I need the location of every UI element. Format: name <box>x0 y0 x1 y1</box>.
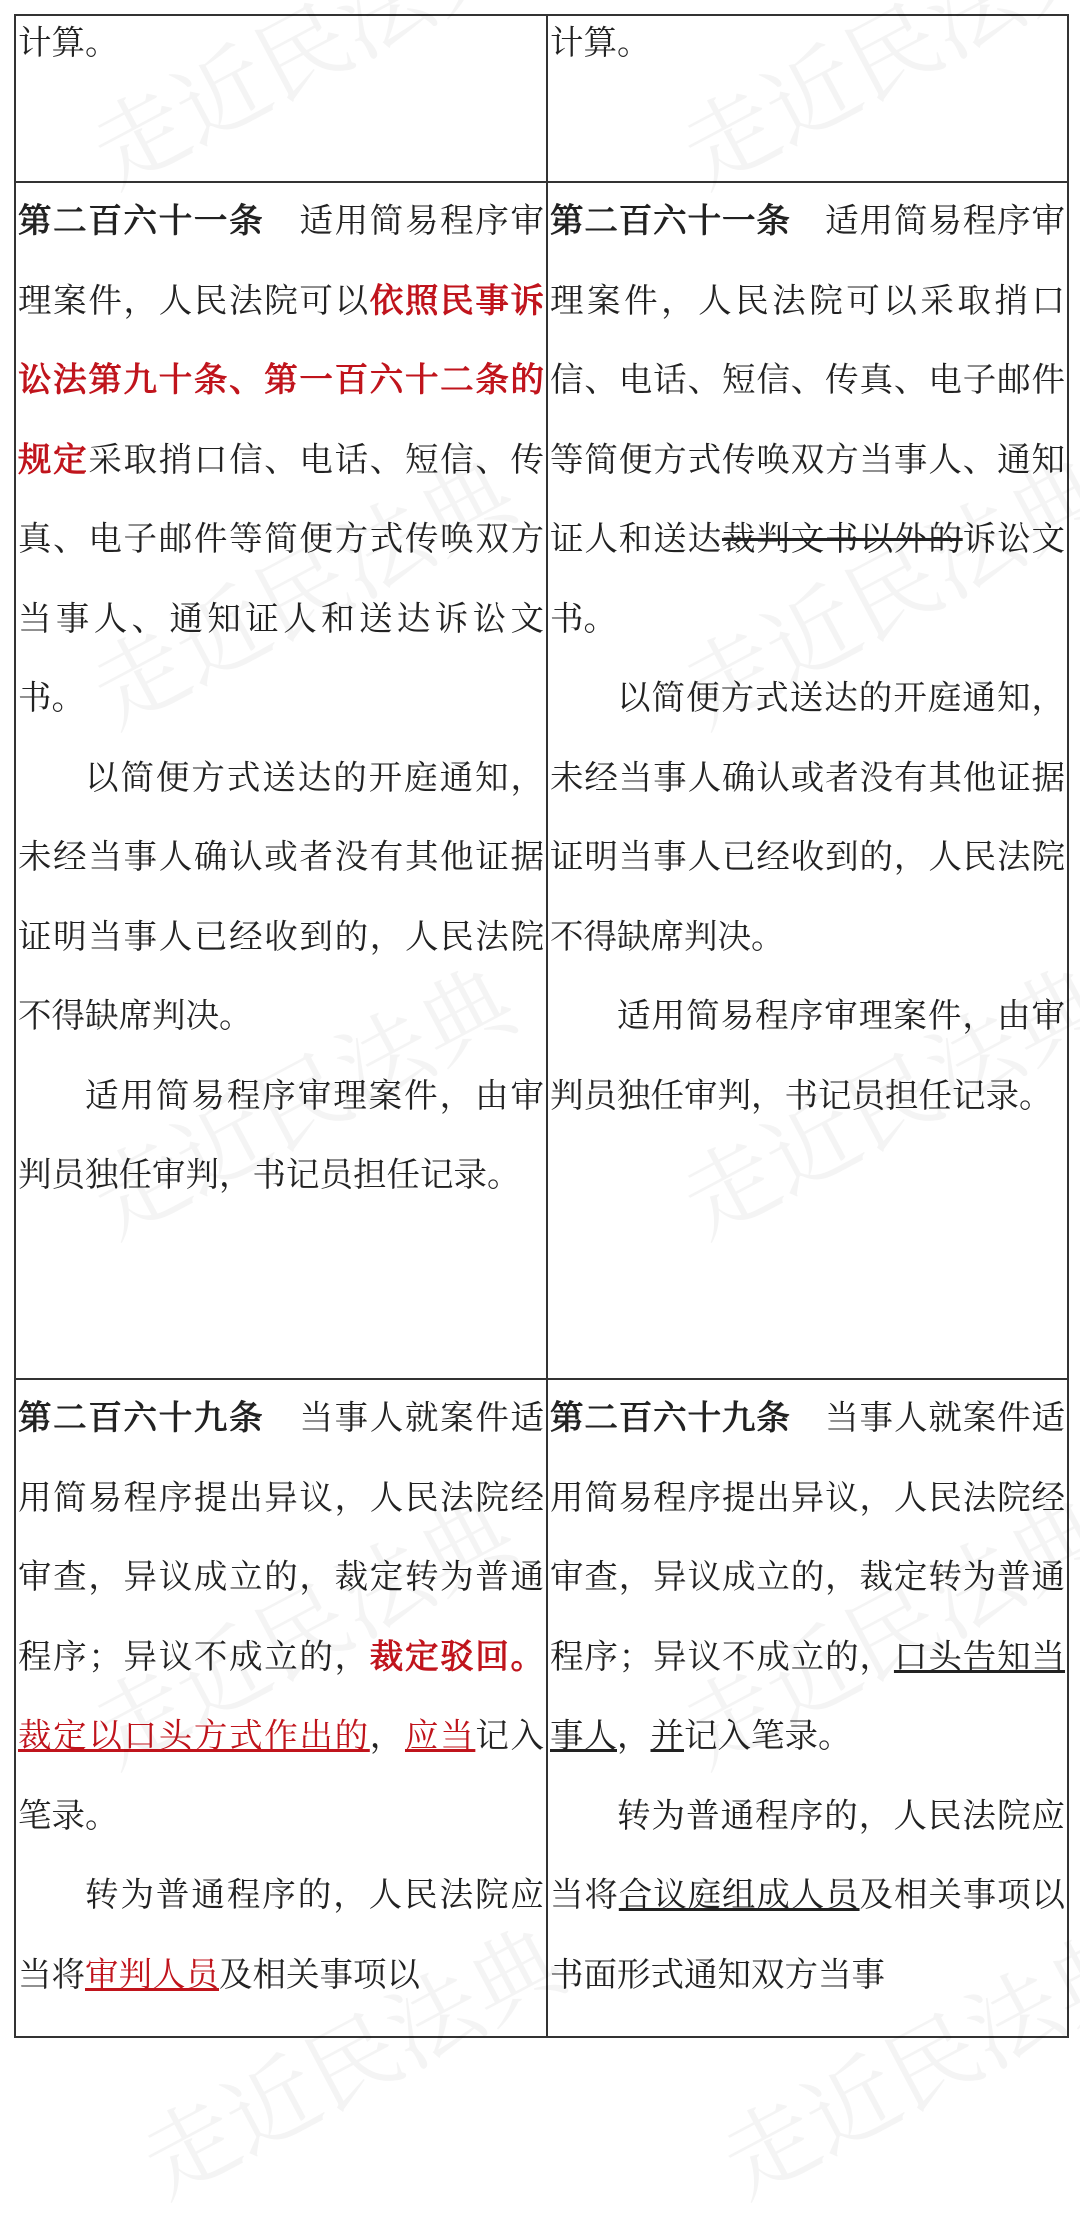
added-text: 裁定驳回。 <box>369 1636 545 1676</box>
text-span: 记入笔录。 <box>18 1716 545 1835</box>
old-text-cell <box>15 15 547 182</box>
paragraph: 计算。 <box>18 23 119 62</box>
text-span: 及相关事项以 <box>219 1954 420 1994</box>
underlined-text: 并 <box>650 1716 684 1755</box>
new-text-cell <box>547 15 1068 182</box>
paragraph <box>18 182 544 738</box>
paragraph: 以简便方式送达的开庭通知，未经当事人确认或者没有其他证据证明当事人已经收到的，人民法院不得缺席判决。 <box>550 678 1065 956</box>
paragraph: 计算。 <box>550 23 651 62</box>
text-span: ， <box>617 1716 651 1755</box>
paragraph <box>550 1776 1065 2015</box>
paragraph: 以简便方式送达的开庭通知，未经当事人确认或者没有其他证据证明当事人已经收到的，人民法院不得缺席判决。 <box>18 757 544 1035</box>
text-span: 适用简易程序审理案件，人民法院可以采取捎口信、电话、短信、传真、电子邮件等简便方式传唤双方当事人、通知证人和送达 <box>550 201 1066 558</box>
article-number: 第二百六十九条 <box>550 1398 791 1437</box>
paragraph: 适用简易程序审理案件，由审判员独任审判，书记员担任记录。 <box>18 1075 544 1194</box>
old-text-cell <box>15 1379 547 2037</box>
text-span: 适用简易程序审理案件，人民法院可以 <box>18 201 545 320</box>
text-span: 转为普通程序的，人民法院应当将 <box>550 1795 1065 1914</box>
underlined-text: 口头告知当事人 <box>550 1636 1066 1755</box>
text-span: 采取捎口信、电话、短信、传真、电子邮件等简便方式传唤双方当事人、通知证人和送达诉讼文书。 <box>18 439 545 717</box>
underlined-text: 合议庭组成人员 <box>618 1875 860 1914</box>
text-span: 当事人就案件适用简易程序提出异议，人民法院经审查，异议成立的，裁定转为普通程序；异议不成立的， <box>18 1398 545 1676</box>
comparison-table <box>14 14 1069 2038</box>
text-span: 记入笔录。 <box>684 1716 852 1755</box>
paragraph <box>550 1379 1065 1776</box>
text-span: 诉讼文书。 <box>550 519 1066 638</box>
article-number: 第二百六十一条 <box>18 201 265 240</box>
text-span: 及相关事项以书面形式通知双方当事 <box>550 1875 1066 1994</box>
added-text: 裁定以口头方式作出的 <box>18 1716 370 1755</box>
added-text: 应当 <box>404 1716 476 1755</box>
text-span: 当事人就案件适用简易程序提出异议，人民法院经审查，异议成立的，裁定转为普通程序；异议不成立的， <box>550 1398 1066 1676</box>
new-text-cell <box>547 1379 1068 2037</box>
paragraph <box>18 1855 544 2014</box>
article-number: 第二百六十一条 <box>550 201 791 240</box>
added-text: 审判人员 <box>85 1954 219 1994</box>
article-number: 第二百六十九条 <box>18 1398 265 1437</box>
paragraph <box>18 1379 544 1855</box>
text-span: ， <box>369 1716 405 1755</box>
new-text-cell <box>547 182 1068 1379</box>
text-span: 转为普通程序的，人民法院应当将 <box>18 1875 544 1994</box>
paragraph <box>550 182 1065 658</box>
table-row <box>15 182 1068 1379</box>
old-text-cell <box>15 182 547 1379</box>
paragraph: 适用简易程序审理案件，由审判员独任审判，书记员担任记录。 <box>550 996 1065 1115</box>
deleted-text: 裁判文书以外的 <box>721 519 963 558</box>
added-text: 依照民事诉讼法第九十条、第一百六十二条的规定 <box>18 280 545 479</box>
table-row <box>15 1379 1068 2037</box>
table-row <box>15 15 1068 182</box>
